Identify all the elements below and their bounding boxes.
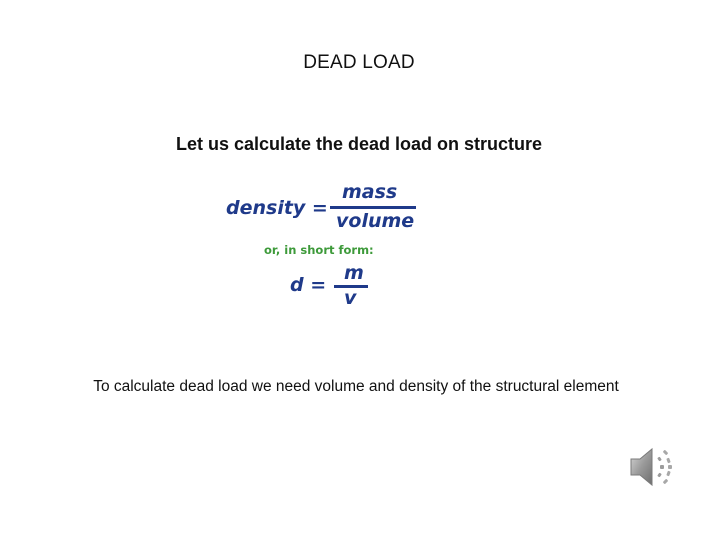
speaker-icon[interactable] — [628, 441, 680, 493]
formula-fraction-bar — [330, 206, 416, 209]
formula-short-form-note: or, in short form: — [264, 243, 374, 257]
formula-mass-numerator: mass — [342, 181, 398, 203]
slide-title: DEAD LOAD — [303, 52, 415, 73]
formula-volume-denominator: volume — [336, 210, 415, 232]
formula-m-numerator: m — [344, 262, 364, 284]
slide-body-text: To calculate dead load we need volume and density of the structural element — [93, 378, 619, 395]
formula-d-label: d = — [290, 274, 327, 296]
slide-subtitle: Let us calculate the dead load on structure — [175, 134, 543, 154]
formula-density-label: density = — [226, 197, 328, 219]
formula-v-denominator: v — [344, 287, 357, 309]
density-formula-image — [222, 178, 422, 313]
